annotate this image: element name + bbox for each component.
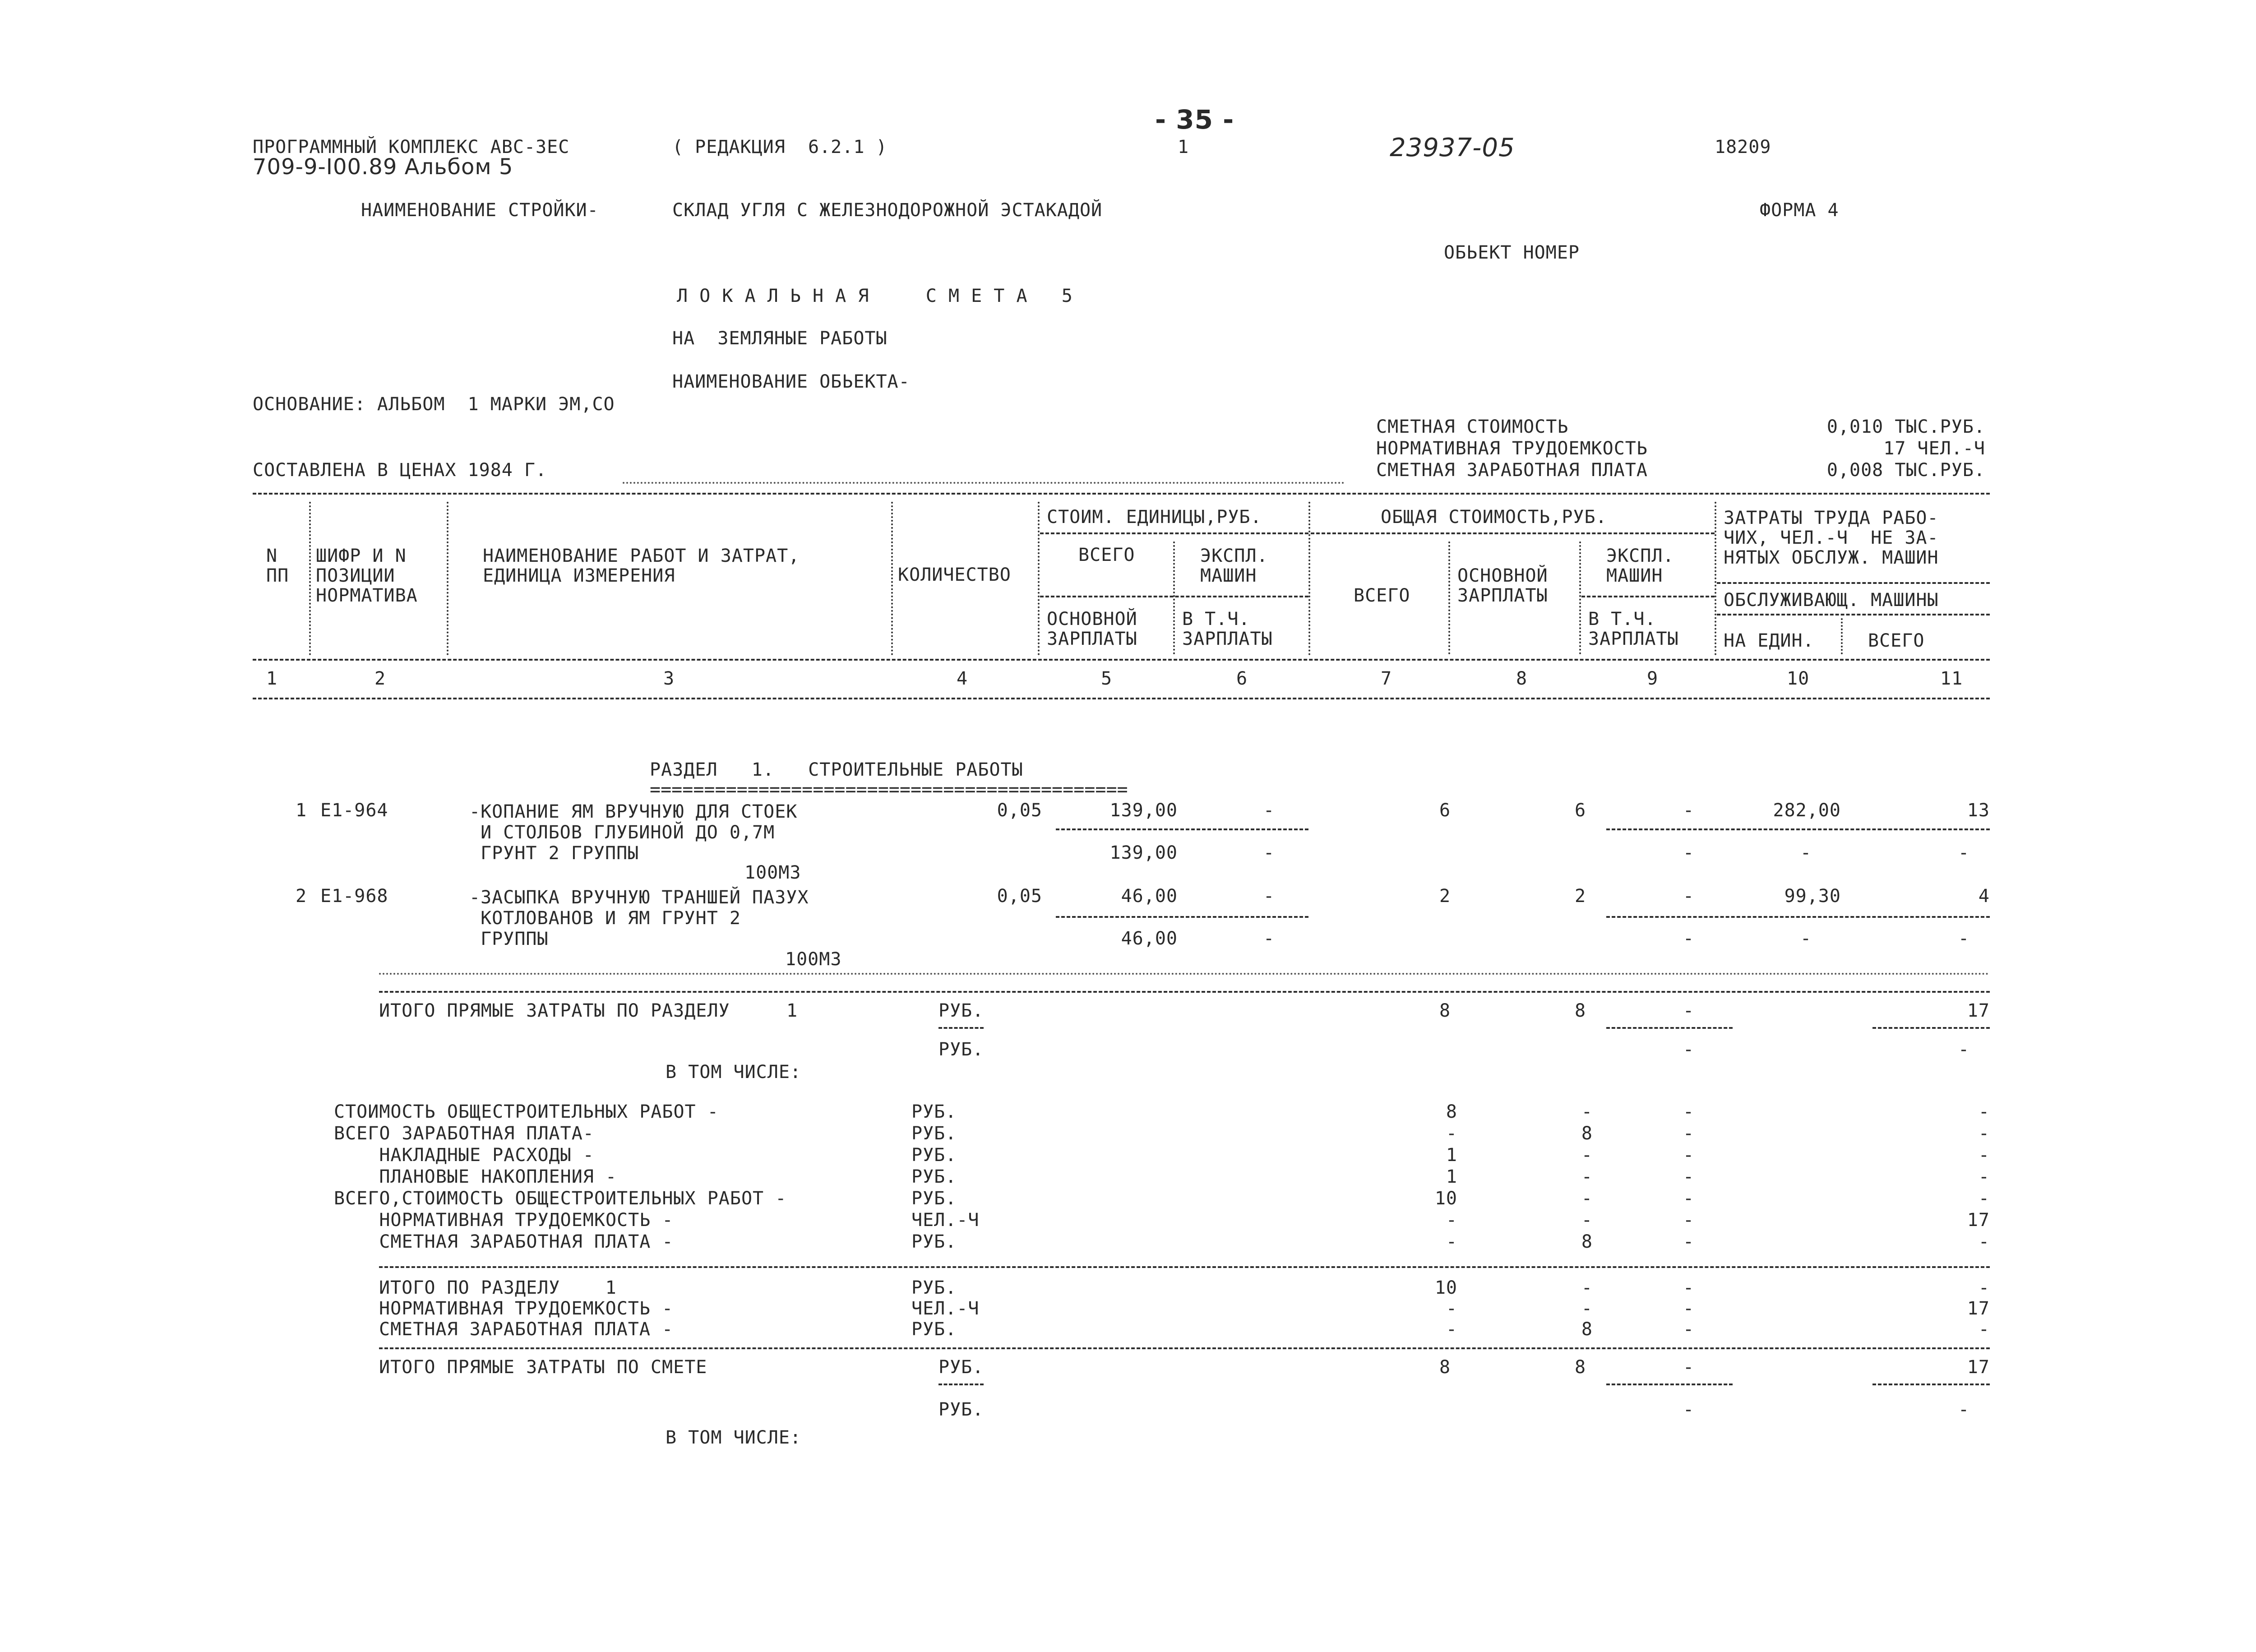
estimate-direct-unit: РУБ. [938,1357,984,1378]
header-col-n: N ПП [266,546,289,586]
row-mach: - [1683,1210,1695,1231]
item-1-serv-total: - [1958,842,1970,863]
items-end-dots [379,973,1990,975]
col-divider [1173,541,1175,654]
col-divider [1715,502,1716,655]
unit-rule [938,1027,984,1029]
col-divider [1038,502,1040,655]
row-unit: РУБ. [911,1123,957,1144]
section-direct-total-unit: РУБ. [938,1000,984,1021]
row-labor: - [1978,1145,1990,1166]
section-total-end-rule [379,1347,1990,1349]
item-2-labor-unit: 99,30 [1784,886,1841,907]
edition: ( РЕДАКЦИЯ 6.2.1 ) [672,137,888,157]
col-number: 4 [957,668,968,689]
row-total: - [1446,1210,1457,1231]
row-base: - [1581,1166,1593,1187]
header-labor-total: ВСЕГО [1868,630,1925,651]
col-divider [891,502,893,655]
row-label: НОРМАТИВНАЯ ТРУДОЕМКОСТЬ - [379,1298,674,1319]
header-labor-per-unit: НА ЕДИН. [1724,630,1814,651]
row-unit: РУБ. [911,1166,957,1187]
row-base: - [1581,1188,1593,1209]
item-2-labor-total: 4 [1978,886,1990,907]
header-subrule [1581,596,1715,597]
section-direct-total: 8 [1439,1000,1451,1021]
estimate-direct-total: 8 [1439,1357,1451,1378]
header-subrule [1040,596,1308,597]
page-title: Л О К А Л Ь Н А Я С М Е Т А 5 [677,286,1073,306]
estimate-direct-base: 8 [1575,1357,1586,1378]
summary-value-1: 17 ЧЕЛ.-Ч [1883,438,1985,459]
item-1-mach-wage: - [1683,842,1695,863]
page-small: 1 [1178,137,1189,157]
row-unit: ЧЕЛ.-Ч [911,1210,980,1231]
row-unit: РУБ. [911,1145,957,1166]
item-1-serv-unit: - [1800,842,1812,863]
estimate-direct-mach2: - [1683,1399,1695,1420]
item-1-mach: - [1683,800,1695,821]
header-subrule [1311,532,1715,534]
row-label: ПЛАНОВЫЕ НАКОПЛЕНИЯ - [334,1166,617,1187]
row-total: - [1446,1319,1457,1340]
col-number: 10 [1787,668,1810,689]
col-number: 2 [374,668,386,689]
basis: ОСНОВАНИЕ: АЛЬБОМ 1 МАРКИ ЭМ,СО [253,394,615,415]
row-base: - [1581,1145,1593,1166]
item-rule [1606,828,1990,830]
object-name-label: НАИМЕНОВАНИЕ ОБЬЕКТА- [672,371,910,392]
item-1-labor-total: 13 [1967,800,1990,821]
col-divider [1841,618,1843,654]
table-top-rule [253,493,1990,495]
row-base: - [1581,1210,1593,1231]
page-number: - 35 - [1155,104,1234,135]
item-2-serv-unit: - [1800,928,1812,949]
row-base: 8 [1581,1231,1593,1252]
row-label: ВСЕГО ЗАРАБОТНАЯ ПЛАТА- [334,1123,594,1144]
header-total-incl-wage: В Т.Ч. ЗАРПЛАТЫ [1588,609,1679,649]
estimate-direct-labor2: - [1958,1399,1970,1420]
section-including: В ТОМ ЧИСЛЕ: [666,1062,801,1083]
header-unit-cost: СТОИМ. ЕДИНИЦЫ,РУБ. [1047,507,1262,528]
row-unit: ЧЕЛ.-Ч [911,1298,980,1319]
total-rule [1606,1384,1733,1385]
album-label: 709-9-I00.89 Альбом 5 [253,154,513,180]
summary-value-0: 0,010 ТЫС.РУБ. [1826,416,1985,437]
row-base: - [1581,1298,1593,1319]
row-label: ИТОГО ПО РАЗДЕЛУ 1 [379,1277,617,1298]
header-unit-mach: ЭКСПЛ. МАШИН [1200,546,1268,586]
header-end-rule [253,698,1990,699]
construction-label: НАИМЕНОВАНИЕ СТРОЙКИ- [361,200,599,221]
section-direct-base: 8 [1575,1000,1586,1021]
header-unit-base-wage: ОСНОВНОЙ ЗАРПЛАТЫ [1047,609,1137,649]
summary-label-0: СМЕТНАЯ СТОИМОСТЬ [1376,416,1569,437]
section-underline: ============================================ [650,779,1128,800]
row-label: НАКЛАДНЫЕ РАСХОДЫ - [334,1145,594,1166]
col-number: 9 [1647,668,1659,689]
header-labor-serving: ОБСЛУЖИВАЮЩ. МАШИНЫ [1724,590,1939,611]
total-rule [1872,1027,1990,1029]
row-total: 1 [1446,1145,1457,1166]
prices-leader-dots [623,482,1345,484]
col-divider [1308,502,1310,655]
row-label: СМЕТНАЯ ЗАРАБОТНАЯ ПЛАТА - [334,1231,674,1252]
col-number: 5 [1101,668,1113,689]
item-1-name: -КОПАНИЕ ЯМ ВРУЧНУЮ ДЛЯ СТОЕК И СТОЛБОВ ГЛУБИНОЙ ДО 0,7М ГРУНТ 2 ГРУППЫ [469,801,798,864]
row-base: - [1581,1101,1593,1122]
item-2-n: 2 [296,886,307,907]
breakdown-end-rule [379,1266,1990,1268]
row-mach: - [1683,1231,1695,1252]
summary-label-2: СМЕТНАЯ ЗАРАБОТНАЯ ПЛАТА [1376,460,1648,481]
summary-value-2: 0,008 ТЫС.РУБ. [1826,460,1985,481]
row-labor: - [1978,1188,1990,1209]
item-2-total: 2 [1439,886,1451,907]
estimate-including: В ТОМ ЧИСЛЕ: [666,1427,801,1448]
item-2-unit-mach: - [1263,886,1275,907]
header-total-base: ОСНОВНОЙ ЗАРПЛАТЫ [1457,565,1548,606]
header-labor: ЗАТРАТЫ ТРУДА РАБО- ЧИХ, ЧЕЛ.-Ч НЕ ЗА- НЯТЫХ ОБСЛУЖ. МАШИН [1724,508,1939,568]
handwritten-number: 23937-05 [1390,133,1515,162]
col-number: 11 [1940,668,1963,689]
header-bottom-rule [253,659,1990,661]
header-total-mach: ЭКСПЛ. МАШИН [1606,546,1674,586]
item-2-unit-wage: 46,00 [1121,928,1178,949]
col-divider [309,502,311,655]
col-number: 7 [1381,668,1392,689]
estimate-direct-labor: 17 [1967,1357,1990,1378]
row-mach: - [1683,1188,1695,1209]
item-1-unit-total: 139,00 [1110,800,1178,821]
header-col-qty: КОЛИЧЕСТВО [898,565,1011,585]
header-unit-incl-wage: В Т.Ч. ЗАРПЛАТЫ [1182,609,1273,649]
item-1-n: 1 [296,800,307,821]
summary-label-1: НОРМАТИВНАЯ ТРУДОЕМКОСТЬ [1376,438,1648,459]
section-title: РАЗДЕЛ 1. СТРОИТЕЛЬНЫЕ РАБОТЫ [650,759,1023,780]
section-direct-mach2: - [1683,1039,1695,1060]
estimate-direct-unit2: РУБ. [938,1399,984,1420]
row-base: 8 [1581,1319,1593,1340]
section-direct-labor: 17 [1967,1000,1990,1021]
row-labor: - [1978,1277,1990,1298]
item-rule [1056,828,1308,830]
object-number: ОБЬЕКТ НОМЕР [1444,242,1580,263]
col-number: 1 [266,668,278,689]
row-labor: 17 [1967,1210,1990,1231]
row-mach: - [1683,1298,1695,1319]
row-unit: РУБ. [911,1101,957,1122]
row-unit: РУБ. [911,1277,957,1298]
row-mach: - [1683,1123,1695,1144]
row-mach: - [1683,1145,1695,1166]
section-direct-total-label: ИТОГО ПРЯМЫЕ ЗАТРАТЫ ПО РАЗДЕЛУ 1 [379,1000,798,1021]
row-labor: - [1978,1231,1990,1252]
item-1-total: 6 [1439,800,1451,821]
row-label: СТОИМОСТЬ ОБЩЕСТРОИТЕЛЬНЫХ РАБОТ - [334,1101,719,1122]
item-1-base-wage: 6 [1575,800,1586,821]
col-divider [1579,541,1581,654]
col-number: 3 [663,668,675,689]
item-2-name: -ЗАСЫПКА ВРУЧНУЮ ТРАНШЕЙ ПАЗУХ КОТЛОВАНОВ И ЯМ ГРУНТ 2 ГРУППЫ [469,887,809,949]
item-2-serv-total: - [1958,928,1970,949]
row-label: НОРМАТИВНАЯ ТРУДОЕМКОСТЬ - [334,1210,674,1231]
row-labor: - [1978,1123,1990,1144]
item-2-qty: 0,05 [997,886,1042,907]
item-2-mach-wage: - [1683,928,1695,949]
row-total: - [1446,1298,1457,1319]
estimate-direct-mach: - [1683,1357,1695,1378]
row-labor: - [1978,1166,1990,1187]
estimate-direct-total-label: ИТОГО ПРЯМЫЕ ЗАТРАТЫ ПО СМЕТЕ [379,1357,707,1378]
item-rule [1056,916,1308,918]
row-total: 8 [1446,1101,1457,1122]
row-total: 10 [1434,1277,1457,1298]
header-total-all: ВСЕГО [1354,585,1410,606]
row-mach: - [1683,1319,1695,1340]
form-number: ФОРМА 4 [1760,200,1839,221]
header-subrule [1717,614,1990,615]
section-direct-labor2: - [1958,1039,1970,1060]
item-2-base-wage: 2 [1575,886,1586,907]
col-divider [1448,541,1450,654]
items-end-rule [379,991,1990,993]
construction-name: СКЛАД УГЛЯ С ЖЕЛЕЗНОДОРОЖНОЙ ЭСТАКАДОЙ [672,200,1103,221]
col-divider [447,502,448,655]
header-col-name: НАИМЕНОВАНИЕ РАБОТ И ЗАТРАТ, ЕДИНИЦА ИЗМЕРЕНИЯ [483,546,800,586]
row-labor: - [1978,1101,1990,1122]
row-mach: - [1683,1101,1695,1122]
row-unit: РУБ. [911,1188,957,1209]
header-total-cost: ОБЩАЯ СТОИМОСТЬ,РУБ. [1381,507,1607,528]
total-rule [1872,1384,1990,1385]
row-total: 1 [1446,1166,1457,1187]
row-total: - [1446,1123,1457,1144]
row-unit: РУБ. [911,1231,957,1252]
row-mach: - [1683,1166,1695,1187]
item-2-code: Е1-968 [320,886,388,907]
row-labor: 17 [1967,1298,1990,1319]
header-subrule [1040,532,1308,534]
header-subrule [1717,582,1990,584]
unit-rule [938,1384,984,1385]
row-total: 10 [1434,1188,1457,1209]
row-label: ВСЕГО,СТОИМОСТЬ ОБЩЕСТРОИТЕЛЬНЫХ РАБОТ - [334,1188,787,1209]
item-2-unit-total: 46,00 [1121,886,1178,907]
header-col-code: ШИФР И N ПОЗИЦИИ НОРМАТИВА [316,546,418,606]
col-number: 8 [1516,668,1528,689]
row-label: СМЕТНАЯ ЗАРАБОТНАЯ ПЛАТА - [379,1319,674,1340]
item-1-unit: 100М3 [744,862,801,883]
prices-basis: СОСТАВЛЕНА В ЦЕНАХ 1984 Г. [253,460,547,481]
header-unit-total: ВСЕГО [1078,545,1135,565]
row-unit: РУБ. [911,1319,957,1340]
row-base: 8 [1581,1123,1593,1144]
section-direct-mach: - [1683,1000,1695,1021]
row-mach: - [1683,1277,1695,1298]
program-name: ПРОГРАММНЫЙ КОМПЛЕКС АВС-ЗЕС [253,137,570,157]
item-2-unit-mach-wage: - [1263,928,1275,949]
item-1-unit-wage: 139,00 [1110,842,1178,863]
row-labor: - [1978,1319,1990,1340]
item-1-qty: 0,05 [997,800,1042,821]
item-1-unit-mach: - [1263,800,1275,821]
item-2-unit: 100М3 [785,949,842,970]
col-number: 6 [1236,668,1248,689]
item-1-unit-mach-wage: - [1263,842,1275,863]
section-direct-total-unit2: РУБ. [938,1039,984,1060]
doc-code: 18209 [1715,137,1771,157]
total-rule [1606,1027,1733,1029]
row-total: - [1446,1231,1457,1252]
page-subtitle: НА ЗЕМЛЯНЫЕ РАБОТЫ [672,328,888,349]
item-1-labor-unit: 282,00 [1773,800,1841,821]
item-1-code: Е1-964 [320,800,388,821]
row-base: - [1581,1277,1593,1298]
item-2-mach: - [1683,886,1695,907]
item-rule [1606,916,1990,918]
